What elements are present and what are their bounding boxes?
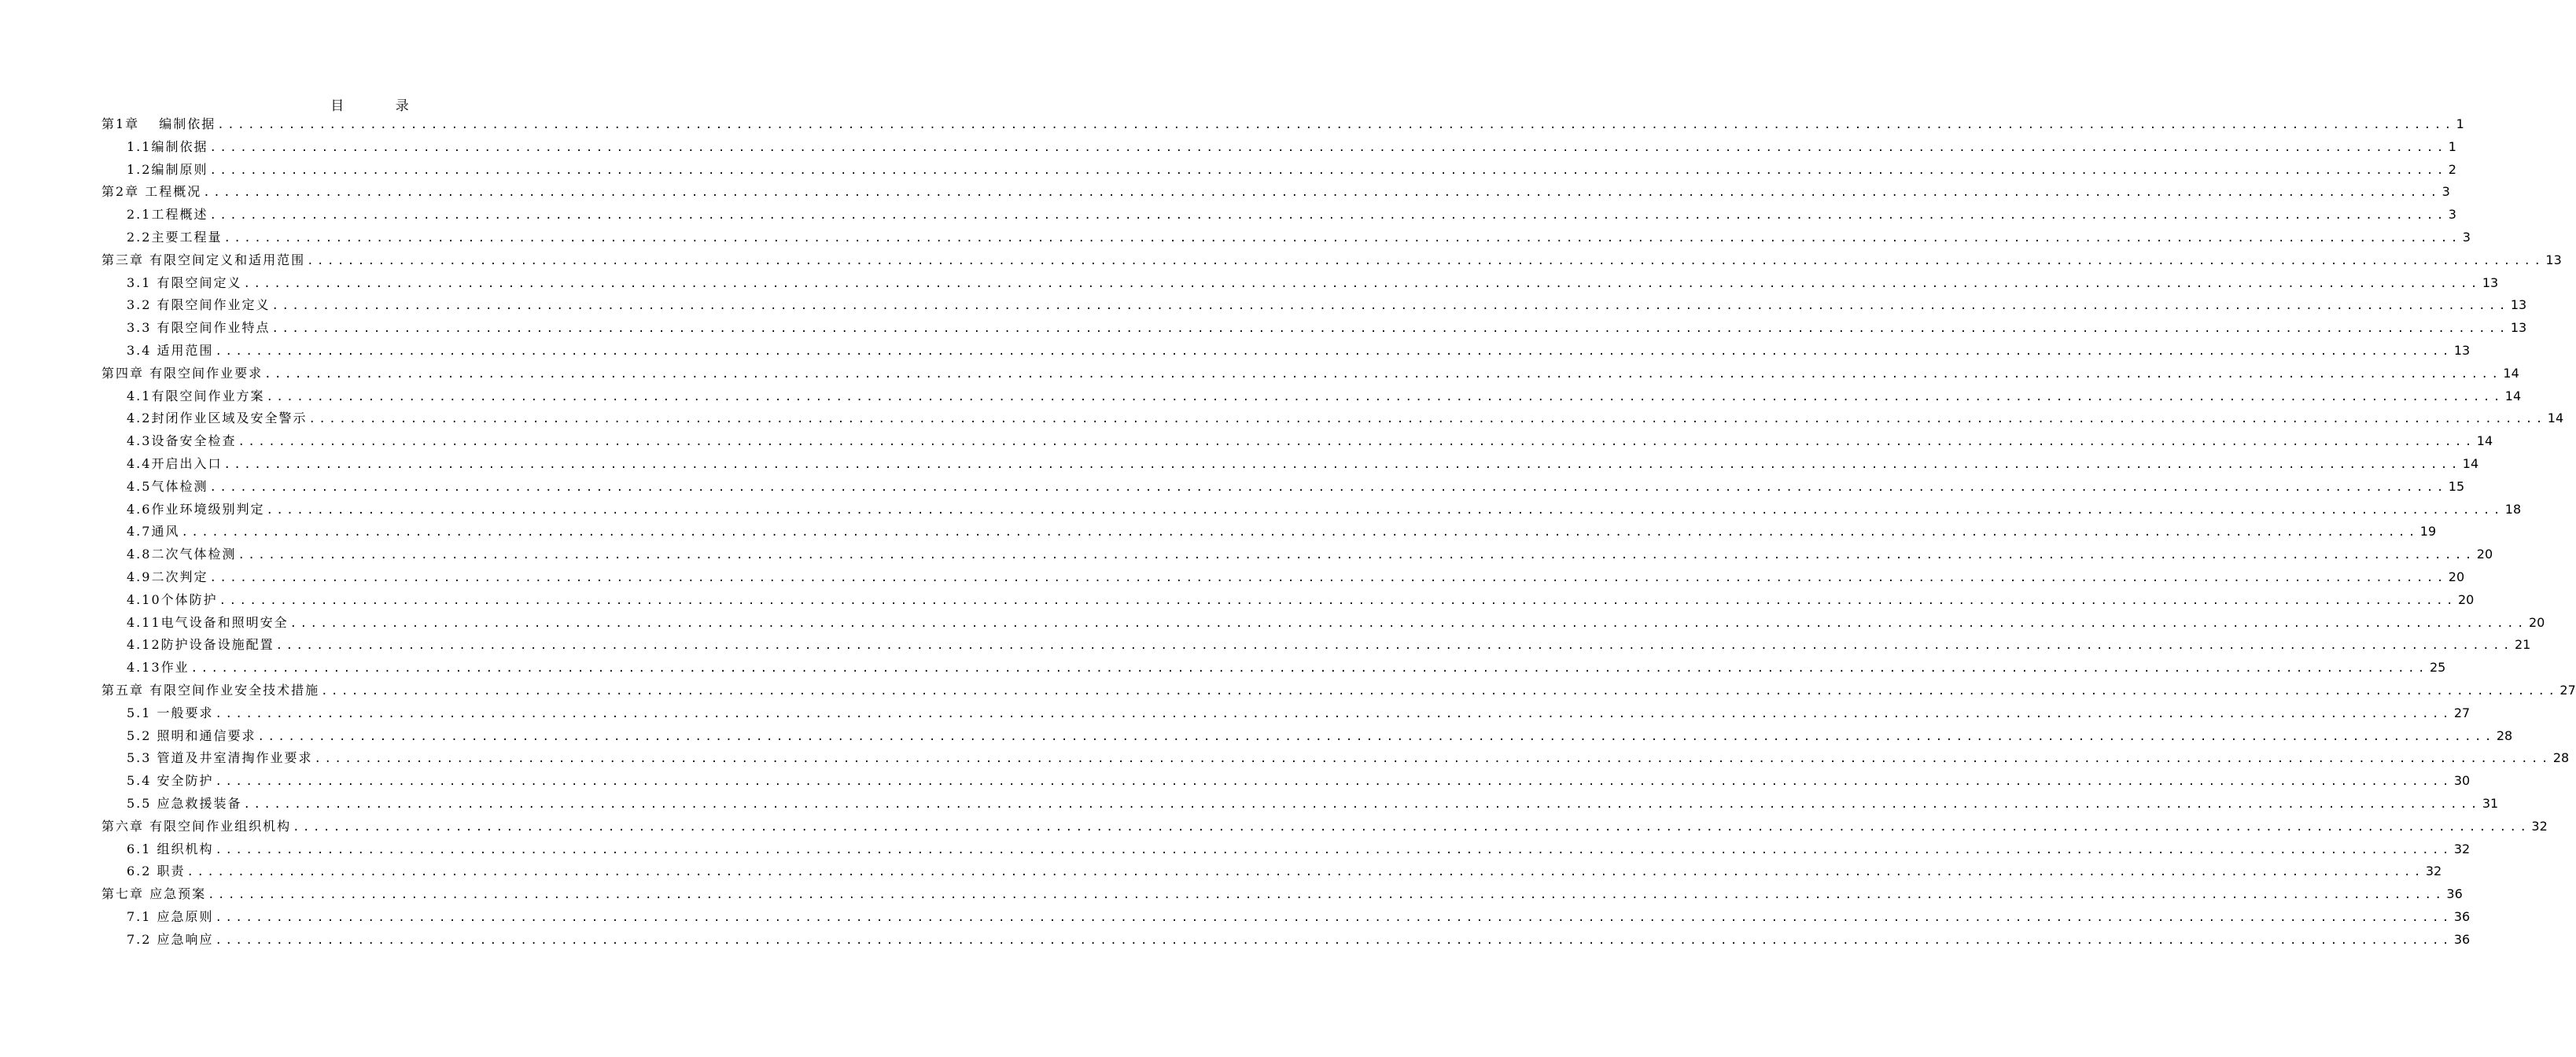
toc-entry-label: 第1章 编制依据: [101, 116, 216, 131]
toc-page-number: 13: [2482, 274, 2499, 290]
toc-page-number: 14: [2462, 455, 2479, 471]
toc-page-number: 13: [2453, 342, 2471, 358]
toc-leader-dots: ............................................................................................................................................................................................................................: [243, 277, 2481, 290]
toc-leader-dots: ............................................................................................................................................................................................................................: [209, 209, 2447, 223]
toc-chapter-entry[interactable]: [101, 113, 2464, 136]
toc-page-number: 36: [2453, 908, 2471, 924]
toc-entry-label: 1.1编制依据: [127, 138, 208, 154]
toc-page-number: 14: [2504, 388, 2522, 403]
toc-entry-label: 7.1 应急原则: [127, 908, 214, 924]
toc-entry-label: 7.2 应急响应: [127, 931, 214, 947]
toc-entry-label: 4.8二次气体检测: [127, 547, 237, 562]
toc-leader-dots: ............................................................................................................................................................................................................................: [293, 820, 2530, 834]
toc-page-number: 3: [2462, 229, 2471, 245]
toc-leader-dots: ............................................................................................................................................................................................................................: [238, 436, 2475, 449]
toc-page-number: 1: [2448, 138, 2456, 154]
toc-page-number: 28: [2552, 750, 2570, 766]
toc-entry-label: 3.2 有限空间作业定义: [127, 297, 271, 313]
toc-section-entry[interactable]: [101, 136, 2456, 159]
toc-page-number: 19: [2419, 524, 2437, 540]
toc-leader-dots: ............................................................................................................................................................................................................................: [203, 186, 2441, 200]
toc-leader-dots: ............................................................................................................................................................................................................................: [257, 730, 2495, 743]
toc-leader-dots: ............................................................................................................................................................................................................................: [215, 911, 2453, 924]
toc-page-number: 14: [2503, 365, 2519, 381]
toc-section-entry[interactable]: [101, 317, 2527, 340]
toc-section-entry[interactable]: [101, 453, 2479, 476]
toc-leader-dots: ............................................................................................................................................................................................................................: [223, 458, 2461, 471]
toc-entry-label: 6.2 职责: [127, 864, 186, 879]
toc-section-entry[interactable]: [101, 385, 2522, 408]
toc-page-number: 32: [2453, 841, 2471, 856]
toc-section-entry[interactable]: [101, 793, 2499, 816]
toc-page-number: 25: [2429, 660, 2446, 676]
toc-page-number: 13: [2510, 297, 2527, 313]
toc-leader-dots: ............................................................................................................................................................................................................................: [266, 503, 2504, 517]
toc-leader-dots: ............................................................................................................................................................................................................................: [243, 797, 2481, 811]
toc-entry-label: 2.2主要工程量: [127, 229, 223, 245]
toc-section-entry[interactable]: [101, 725, 2513, 748]
toc-page-number: 20: [2448, 569, 2465, 584]
toc-leader-dots: ............................................................................................................................................................................................................................: [181, 526, 2419, 540]
toc-leader-dots: ............................................................................................................................................................................................................................: [321, 684, 2559, 698]
toc-leader-dots: ............................................................................................................................................................................................................................: [289, 617, 2527, 630]
toc-entry-label: 4.12防护设备设施配置: [127, 637, 275, 653]
toc-section-entry[interactable]: [101, 272, 2499, 295]
toc-leader-dots: ............................................................................................................................................................................................................................: [209, 141, 2447, 154]
toc-section-entry[interactable]: [101, 747, 2570, 770]
toc-entry-label: 5.4 安全防护: [127, 773, 214, 789]
toc-page-number: 21: [2514, 637, 2531, 653]
toc-leader-dots: ............................................................................................................................................................................................................................: [238, 549, 2475, 562]
toc-page-number: 36: [2446, 886, 2463, 902]
toc-section-entry[interactable]: [101, 634, 2531, 657]
toc-entry-label: 5.2 照明和通信要求: [127, 727, 256, 743]
toc-page-number: 13: [2545, 252, 2562, 267]
toc-page-number: 32: [2531, 818, 2548, 834]
toc-entry-label: 第六章 有限空间作业组织机构: [101, 818, 292, 834]
toc-section-entry[interactable]: [101, 838, 2471, 861]
toc-entry-label: 3.3 有限空间作业特点: [127, 320, 271, 336]
toc-entry-label: 5.5 应急救援装备: [127, 795, 242, 811]
toc-entry-label: 第四章 有限空间作业要求: [101, 365, 263, 381]
toc-section-entry[interactable]: [101, 521, 2437, 543]
toc-page-number: 14: [2547, 411, 2564, 426]
toc-leader-dots: ............................................................................................................................................................................................................................: [215, 775, 2453, 789]
toc-entry-label: 4.3设备安全检查: [127, 433, 237, 449]
toc-page-number: 3: [2441, 184, 2450, 200]
toc-page-number: 31: [2482, 795, 2499, 811]
toc-entry-label: 第七章 应急预案: [101, 886, 207, 902]
toc-section-entry[interactable]: [101, 340, 2471, 363]
toc-page-number: 15: [2448, 478, 2465, 494]
toc-page-number: 20: [2457, 591, 2475, 607]
toc-entry-label: 第三章 有限空间定义和适用范围: [101, 252, 306, 267]
toc-section-entry[interactable]: [101, 499, 2522, 521]
toc-leader-dots: ............................................................................................................................................................................................................................: [217, 119, 2455, 131]
toc-leader-dots: ............................................................................................................................................................................................................................: [308, 413, 2546, 426]
toc-leader-dots: ............................................................................................................................................................................................................................: [271, 322, 2509, 336]
toc-page-number: 28: [2496, 727, 2513, 743]
toc-page-number: 2: [2448, 161, 2456, 177]
toc-section-entry[interactable]: [101, 860, 2442, 883]
toc-entry-label: 4.2封闭作业区域及安全警示: [127, 411, 308, 426]
toc-entry-label: 4.7通风: [127, 524, 180, 540]
toc-leader-dots: ............................................................................................................................................................................................................................: [190, 662, 2428, 676]
table-of-contents: [101, 113, 2576, 951]
toc-chapter-entry[interactable]: [101, 249, 2562, 272]
toc-entry-label: 4.4开启出入口: [127, 455, 223, 471]
toc-section-entry[interactable]: [101, 906, 2471, 929]
toc-entry-label: 4.1有限空间作业方案: [127, 388, 265, 403]
toc-leader-dots: ............................................................................................................................................................................................................................: [223, 231, 2461, 245]
toc-page-number: 20: [2528, 614, 2545, 630]
toc-entry-label: 3.1 有限空间定义: [127, 274, 242, 290]
toc-page-number: 36: [2453, 931, 2471, 947]
toc-entry-label: 6.1 组织机构: [127, 841, 214, 856]
toc-entry-label: 4.9二次判定: [127, 569, 208, 584]
toc-title: 目 录: [330, 98, 433, 114]
toc-section-entry[interactable]: [101, 566, 2465, 589]
toc-leader-dots: ............................................................................................................................................................................................................................: [275, 639, 2513, 653]
toc-chapter-entry[interactable]: [101, 816, 2548, 838]
toc-page-number: 3: [2448, 207, 2456, 223]
toc-leader-dots: ............................................................................................................................................................................................................................: [215, 707, 2453, 720]
toc-section-entry[interactable]: [101, 407, 2564, 430]
toc-leader-dots: ............................................................................................................................................................................................................................: [215, 843, 2453, 856]
toc-leader-dots: ............................................................................................................................................................................................................................: [307, 254, 2545, 267]
toc-section-entry[interactable]: [101, 430, 2493, 453]
toc-leader-dots: ............................................................................................................................................................................................................................: [209, 481, 2447, 494]
toc-entry-label: 第2章 工程概况: [101, 184, 202, 200]
toc-chapter-entry[interactable]: [101, 883, 2463, 906]
toc-leader-dots: ............................................................................................................................................................................................................................: [215, 934, 2453, 947]
toc-section-entry[interactable]: [101, 294, 2527, 317]
toc-page-number: 1: [2456, 116, 2464, 131]
toc-page-number: 27: [2453, 705, 2471, 720]
toc-section-entry[interactable]: [101, 159, 2456, 182]
toc-entry-label: 1.2编制原则: [127, 161, 208, 177]
toc-page-number: 14: [2476, 433, 2493, 449]
toc-leader-dots: ............................................................................................................................................................................................................................: [186, 866, 2424, 879]
toc-section-entry[interactable]: [101, 204, 2456, 226]
toc-entry-label: 3.4 适用范围: [127, 342, 214, 358]
toc-entry-label: 第五章 有限空间作业安全技术措施: [101, 682, 320, 698]
toc-page-number: 13: [2510, 320, 2527, 336]
toc-chapter-entry[interactable]: [101, 363, 2519, 385]
toc-leader-dots: ............................................................................................................................................................................................................................: [215, 344, 2453, 358]
toc-page-number: 27: [2559, 682, 2576, 698]
toc-entry-label: 4.5气体检测: [127, 478, 208, 494]
toc-page-number: 18: [2504, 501, 2522, 517]
toc-leader-dots: ............................................................................................................................................................................................................................: [271, 300, 2509, 313]
toc-entry-label: 2.1工程概述: [127, 207, 208, 223]
toc-entry-label: 4.10个体防护: [127, 591, 218, 607]
toc-entry-label: 4.13作业: [127, 660, 190, 676]
toc-section-entry[interactable]: [101, 657, 2446, 680]
toc-leader-dots: ............................................................................................................................................................................................................................: [314, 753, 2552, 766]
toc-leader-dots: ............................................................................................................................................................................................................................: [209, 571, 2447, 584]
toc-section-entry[interactable]: [101, 589, 2475, 612]
toc-page-number: 32: [2425, 864, 2442, 879]
toc-section-entry[interactable]: [101, 929, 2471, 952]
toc-page-number: 20: [2476, 547, 2493, 562]
toc-entry-label: 5.3 管道及井室清掏作业要求: [127, 750, 313, 766]
toc-page-number: 30: [2453, 773, 2471, 789]
toc-section-entry[interactable]: [101, 543, 2493, 566]
toc-section-entry[interactable]: [101, 770, 2471, 793]
toc-chapter-entry[interactable]: [101, 680, 2576, 702]
toc-leader-dots: ............................................................................................................................................................................................................................: [266, 390, 2504, 403]
toc-leader-dots: ............................................................................................................................................................................................................................: [208, 889, 2445, 902]
toc-entry-label: 5.1 一般要求: [127, 705, 214, 720]
toc-entry-label: 4.6作业环境级别判定: [127, 501, 265, 517]
toc-section-entry[interactable]: [101, 612, 2545, 635]
toc-leader-dots: ............................................................................................................................................................................................................................: [219, 594, 2456, 607]
toc-entry-label: 4.11电气设备和照明安全: [127, 614, 289, 630]
toc-section-entry[interactable]: [101, 702, 2471, 725]
toc-chapter-entry[interactable]: [101, 181, 2450, 204]
toc-section-entry[interactable]: [101, 226, 2471, 249]
toc-leader-dots: ............................................................................................................................................................................................................................: [264, 367, 2502, 381]
toc-leader-dots: ............................................................................................................................................................................................................................: [209, 164, 2447, 177]
toc-section-entry[interactable]: [101, 476, 2465, 499]
